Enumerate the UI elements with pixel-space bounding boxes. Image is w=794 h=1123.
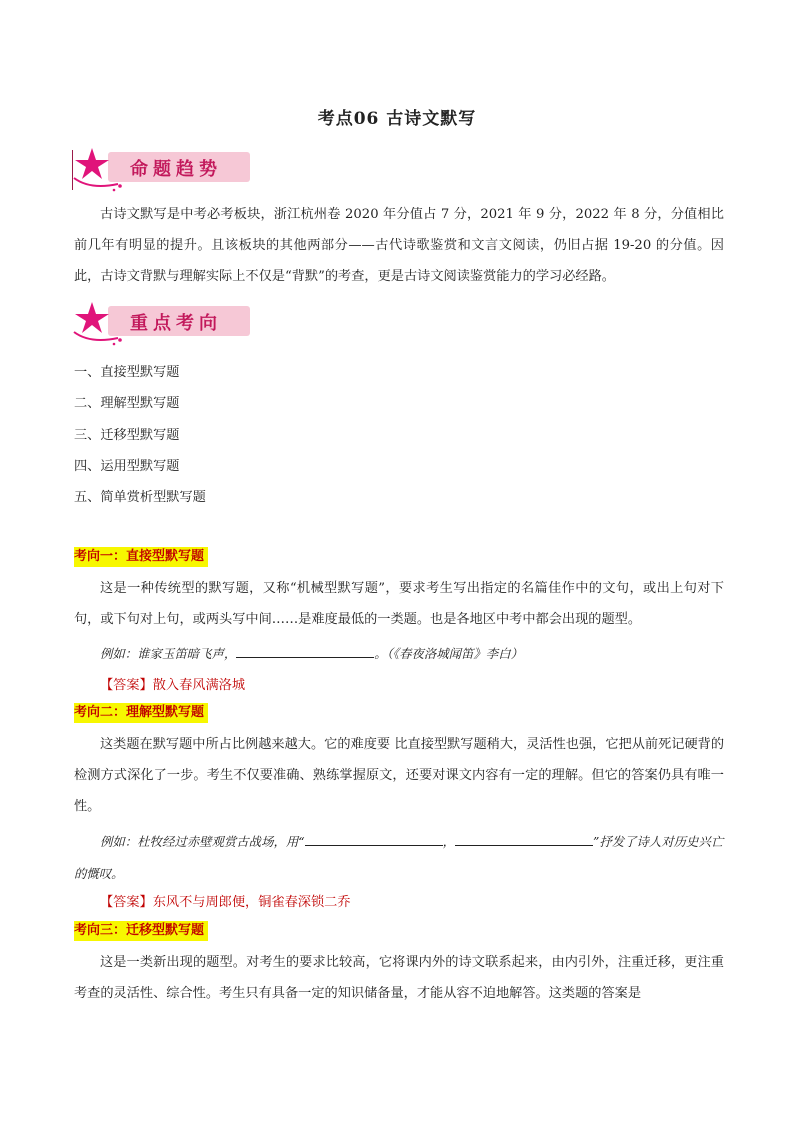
- answer-tag: 【答案】: [100, 895, 153, 910]
- direction-list-item: 一、直接型默写题: [74, 365, 180, 380]
- example-line: [74, 826, 724, 890]
- answer-text: 东风不与周郎便，铜雀春深锁二乔: [152, 895, 351, 910]
- direction-list-item: 二、理解型默写题: [74, 396, 180, 411]
- star-icon: [68, 300, 128, 346]
- example-line: [100, 643, 523, 662]
- answer-line: [100, 891, 351, 910]
- answer-text: 散入春风满洛城: [152, 678, 246, 693]
- answer-line: [100, 674, 245, 693]
- intro-paragraph: 古诗文默写是中考必考板块，浙江杭州卷 2020 年分值占 7 分，2021 年 9 分，2022 年 8 分，分值相比前几年有明显的提升。且该板块的其他两部分——古代诗歌鉴赏和文言文阅读，仍旧占据 19-20 的分值。因此，古诗文背默与理解实际上不仅是“背默”的考查，更是古诗文阅读鉴赏能力的学习必经路。: [74, 207, 724, 284]
- section-banner-trend: [68, 146, 252, 192]
- section-heading: 考向二：理解型默写题: [74, 703, 208, 723]
- banner-title: 命题趋势: [130, 159, 222, 180]
- page-title: 考点06 古诗文默写: [317, 109, 477, 129]
- example-prefix: 例如：杜牧经过赤壁观赏古战场，用“: [100, 834, 305, 849]
- example-mid: ，: [442, 834, 455, 849]
- section-body: 这是一种传统型的默写题，又称“机械型默写题”，要求考生写出指定的名篇佳作中的文句，或出上句对下句，或下句对上句，或两头写中间……是难度最低的一类题。也是各地区中考中都会出现的题型。: [74, 581, 724, 627]
- direction-list-item: 五、简单赏析型默写题: [74, 490, 206, 505]
- answer-blank: [455, 831, 593, 846]
- banner-title: 重点考向: [130, 313, 222, 334]
- example-prefix: 例如：谁家玉笛暗飞声，: [100, 646, 237, 661]
- direction-list-item: 三、迁移型默写题: [74, 428, 180, 443]
- direction-list-item: 四、运用型默写题: [74, 459, 180, 474]
- section-heading: 考向三：迁移型默写题: [74, 921, 208, 941]
- example-suffix: ”抒发了诗人对历史兴亡的慨叹。: [74, 834, 724, 881]
- answer-blank: [305, 831, 443, 846]
- section-body: 这类题在默写题中所占比例越来越大。它的难度要 比直接型默写题稍大，灵活性也强，它把从前死记硬背的检测方式深化了一步。考生不仅要准确、熟练掌握原文，还要对课文内容有一定的理解。但它的答案仍具有唯一性。: [74, 737, 725, 814]
- answer-blank: [236, 643, 374, 658]
- star-icon: [68, 146, 128, 192]
- section-heading: 考向一：直接型默写题: [74, 547, 208, 567]
- answer-tag: 【答案】: [100, 678, 153, 693]
- section-body: 这是一类新出现的题型。对考生的要求比较高，它将课内外的诗文联系起来，由内引外，注重迁移，更注重考查的灵活性、综合性。考生只有具备一定的知识储备量，才能从容不迫地解答。这类题的答案是: [74, 955, 724, 1001]
- section-banner-focus: [68, 300, 252, 346]
- example-suffix: 。（《春夜洛城闻笛》李白）: [374, 646, 523, 661]
